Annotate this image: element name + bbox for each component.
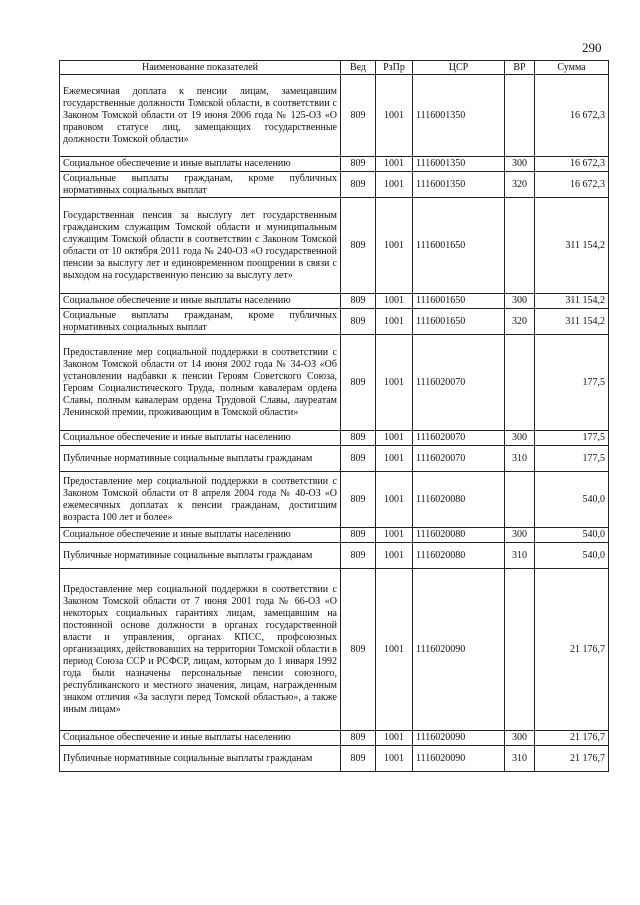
row-rzpr: 1001 <box>376 543 413 569</box>
row-name: Предоставление мер социальной поддержки в соответствии с Законом Томской области от 7 июня 2001 года № 66-ОЗ «О некоторых социальных гарантиях лицам, замещавшим на постоянной основе должности в органах государственной власти и управления, органах КПСС, профсоюзных организациях, действовавших на территории Томской области в период Союза ССР и РСФСР, лицам, которым до 1 января 1992 года были назначены персональные пенсии союзного, республиканского и местного значения, лицам, награжденным знаком отличия «За заслуги перед Томской областью», а также иным лицам» <box>60 569 341 731</box>
row-vr: 320 <box>505 172 535 198</box>
row-csr: 1116020070 <box>413 335 505 431</box>
header-rzpr: РзПр <box>376 61 413 75</box>
row-ved: 809 <box>341 157 376 172</box>
row-sum: 16 672,3 <box>535 172 609 198</box>
table-header-row <box>60 61 609 75</box>
row-name: Социальное обеспечение и иные выплаты населению <box>60 528 341 543</box>
table-row <box>60 172 609 198</box>
row-csr: 1116001350 <box>413 157 505 172</box>
budget-table <box>59 60 609 772</box>
header-vr: ВР <box>505 61 535 75</box>
row-rzpr: 1001 <box>376 75 413 157</box>
row-csr: 1116001650 <box>413 309 505 335</box>
row-rzpr: 1001 <box>376 746 413 772</box>
row-vr: 300 <box>505 431 535 446</box>
table-row <box>60 431 609 446</box>
row-name: Социальные выплаты гражданам, кроме публичных нормативных социальных выплат <box>60 172 341 198</box>
row-name: Социальные выплаты гражданам, кроме публичных нормативных социальных выплат <box>60 309 341 335</box>
row-vr <box>505 335 535 431</box>
table-row <box>60 198 609 294</box>
row-sum: 540,0 <box>535 543 609 569</box>
row-name: Публичные нормативные социальные выплаты гражданам <box>60 446 341 472</box>
row-rzpr: 1001 <box>376 198 413 294</box>
row-rzpr: 1001 <box>376 446 413 472</box>
row-rzpr: 1001 <box>376 731 413 746</box>
row-vr: 310 <box>505 746 535 772</box>
row-ved: 809 <box>341 446 376 472</box>
row-ved: 809 <box>341 528 376 543</box>
row-csr: 1116020080 <box>413 472 505 528</box>
row-ved: 809 <box>341 309 376 335</box>
row-ved: 809 <box>341 431 376 446</box>
row-csr: 1116001650 <box>413 294 505 309</box>
row-vr: 310 <box>505 543 535 569</box>
row-rzpr: 1001 <box>376 172 413 198</box>
table-row <box>60 569 609 731</box>
row-vr: 300 <box>505 528 535 543</box>
header-csr: ЦСР <box>413 61 505 75</box>
row-vr <box>505 472 535 528</box>
row-vr: 300 <box>505 731 535 746</box>
row-sum: 177,5 <box>535 446 609 472</box>
row-ved: 809 <box>341 335 376 431</box>
row-name: Предоставление мер социальной поддержки в соответствии с Законом Томской области от 14 июня 2002 года № 34-ОЗ «Об установлении надбавки к пенсии Героям Советского Союза, Героям Социалистического Труда, полным кавалерам ордена Славы, полным кавалерам ордена Трудовой Славы, лауреатам Ленинской премии, проживающим в Томской области» <box>60 335 341 431</box>
row-ved: 809 <box>341 472 376 528</box>
row-csr: 1116020070 <box>413 446 505 472</box>
header-sum: Сумма <box>535 61 609 75</box>
header-ved: Вед <box>341 61 376 75</box>
table-row <box>60 472 609 528</box>
row-vr: 300 <box>505 294 535 309</box>
row-name: Социальное обеспечение и иные выплаты населению <box>60 431 341 446</box>
row-rzpr: 1001 <box>376 569 413 731</box>
table-row <box>60 75 609 157</box>
row-sum: 16 672,3 <box>535 157 609 172</box>
row-csr: 1116020090 <box>413 569 505 731</box>
row-rzpr: 1001 <box>376 157 413 172</box>
row-vr <box>505 75 535 157</box>
row-vr: 300 <box>505 157 535 172</box>
row-name: Социальное обеспечение и иные выплаты населению <box>60 294 341 309</box>
row-sum: 540,0 <box>535 528 609 543</box>
row-vr: 320 <box>505 309 535 335</box>
row-vr <box>505 198 535 294</box>
table-row <box>60 309 609 335</box>
row-sum: 177,5 <box>535 431 609 446</box>
row-rzpr: 1001 <box>376 472 413 528</box>
row-csr: 1116020080 <box>413 528 505 543</box>
row-ved: 809 <box>341 746 376 772</box>
row-rzpr: 1001 <box>376 528 413 543</box>
row-csr: 1116001350 <box>413 172 505 198</box>
row-csr: 1116001650 <box>413 198 505 294</box>
row-ved: 809 <box>341 75 376 157</box>
row-ved: 809 <box>341 569 376 731</box>
row-sum: 21 176,7 <box>535 731 609 746</box>
row-csr: 1116020070 <box>413 431 505 446</box>
row-vr <box>505 569 535 731</box>
row-ved: 809 <box>341 543 376 569</box>
row-sum: 21 176,7 <box>535 569 609 731</box>
row-name: Социальное обеспечение и иные выплаты населению <box>60 731 341 746</box>
table-row <box>60 446 609 472</box>
row-name: Социальное обеспечение и иные выплаты населению <box>60 157 341 172</box>
row-ved: 809 <box>341 731 376 746</box>
row-rzpr: 1001 <box>376 294 413 309</box>
row-ved: 809 <box>341 294 376 309</box>
row-csr: 1116020080 <box>413 543 505 569</box>
table-row <box>60 157 609 172</box>
row-sum: 311 154,2 <box>535 309 609 335</box>
row-sum: 177,5 <box>535 335 609 431</box>
table-row <box>60 294 609 309</box>
row-csr: 1116020090 <box>413 746 505 772</box>
row-sum: 540,0 <box>535 472 609 528</box>
row-sum: 311 154,2 <box>535 198 609 294</box>
row-sum: 21 176,7 <box>535 746 609 772</box>
row-rzpr: 1001 <box>376 309 413 335</box>
row-rzpr: 1001 <box>376 335 413 431</box>
row-sum: 311 154,2 <box>535 294 609 309</box>
row-name: Государственная пенсия за выслугу лет государственным гражданским служащим Томской области и муниципальным служащим Томской области в соответствии с Законом Томской области от 10 октября 2011 года № 240-ОЗ «О государственной пенсии за выслугу лет и единовременном поощрении в связи с выходом на государственную пенсию за выслугу лет» <box>60 198 341 294</box>
row-ved: 809 <box>341 198 376 294</box>
row-vr: 310 <box>505 446 535 472</box>
header-name: Наименование показателей <box>60 61 341 75</box>
table-row <box>60 746 609 772</box>
page-number: 290 <box>582 40 602 55</box>
table-row <box>60 731 609 746</box>
row-name: Ежемесячная доплата к пенсии лицам, замещавшим государственные должности Томской области, в соответствии с Законом Томской области от 19 июня 2006 года № 125-ОЗ «О правовом статусе лиц, замещающих государственные должности Томской области» <box>60 75 341 157</box>
table-row <box>60 528 609 543</box>
row-name: Публичные нормативные социальные выплаты гражданам <box>60 746 341 772</box>
row-name: Предоставление мер социальной поддержки в соответствии с Законом Томской области от 8 апреля 2004 года № 40-ОЗ «О ежемесячных доплатах к пенсии гражданам, достигшим возраста 100 лет и более» <box>60 472 341 528</box>
row-sum: 16 672,3 <box>535 75 609 157</box>
row-csr: 1116020090 <box>413 731 505 746</box>
row-name: Публичные нормативные социальные выплаты гражданам <box>60 543 341 569</box>
table-row <box>60 335 609 431</box>
table-row <box>60 543 609 569</box>
row-ved: 809 <box>341 172 376 198</box>
row-rzpr: 1001 <box>376 431 413 446</box>
row-csr: 1116001350 <box>413 75 505 157</box>
